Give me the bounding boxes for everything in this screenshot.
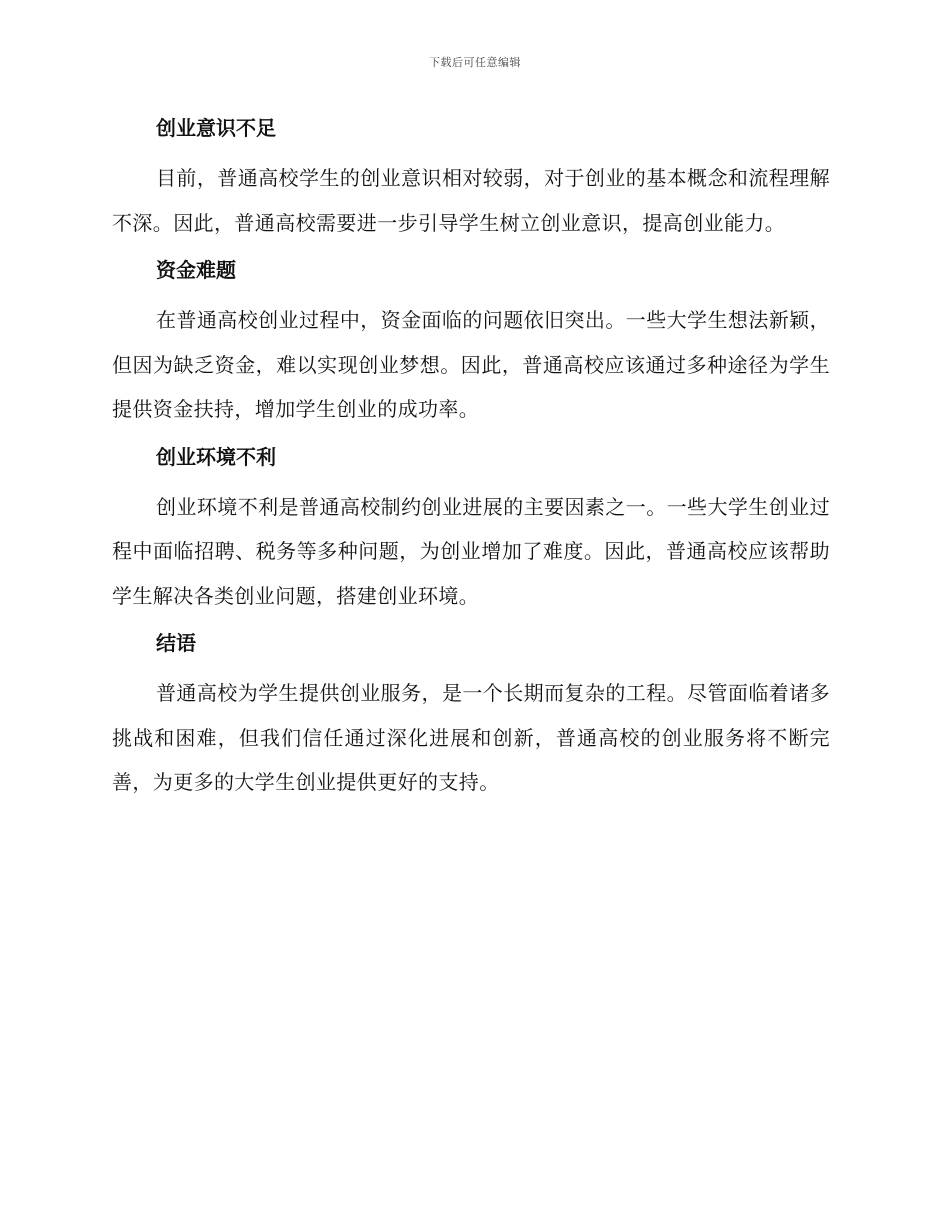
section-heading-funding: 资金难题 bbox=[156, 258, 236, 282]
section-heading-environment: 创业环境不利 bbox=[156, 444, 276, 469]
section-body-awareness: 目前，普通高校学生的创业意识相对较弱，对于创业的基本概念和流程理解不深。因此，普通高校需要进一步引导学生树立创业意识，提高创业能力。 bbox=[112, 166, 830, 235]
document-content bbox=[112, 112, 830, 814]
page-header: 下载后可任意编辑 bbox=[429, 56, 521, 69]
section-body-conclusion: 普通高校为学生提供创业服务，是一个长期而复杂的工程。尽管面临着诸多挑战和困难，但我们信任通过深化进展和创新，普通高校的创业服务将不断完善，为更多的大学生创业提供更好的支持。 bbox=[112, 681, 830, 794]
section-body-funding: 在普通高校创业过程中，资金面临的问题依旧突出。一些大学生想法新颖，但因为缺乏资金，难以实现创业梦想。因此，普通高校应该通过多种途径为学生提供资金扶持，增加学生创业的成功率。 bbox=[112, 308, 830, 421]
section-heading-awareness: 创业意识不足 bbox=[156, 116, 276, 140]
section-body-environment: 创业环境不利是普通高校制约创业进展的主要因素之一。一些大学生创业过程中面临招聘、税务等多种问题，为创业增加了难度。因此，普通高校应该帮助学生解决各类创业问题，搭建创业环境。 bbox=[112, 494, 830, 608]
section-heading-conclusion: 结语 bbox=[156, 631, 196, 655]
